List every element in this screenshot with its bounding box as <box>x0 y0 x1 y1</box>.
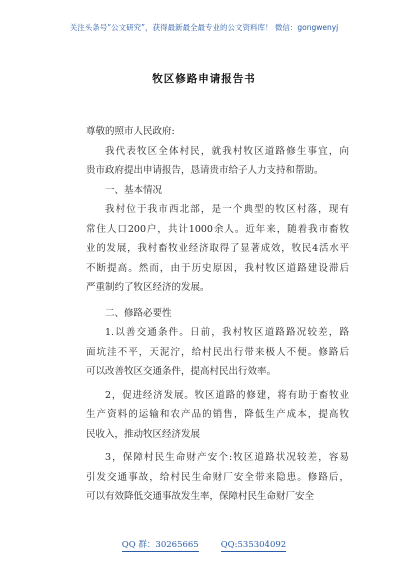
paragraph-line: 面坑洼不平，天泥泞，给村民出行带来极人不便。修路后 <box>86 346 349 358</box>
paragraph-line: 我村位于我市西北部，是一个典型的牧区村落，现有 <box>105 204 349 215</box>
intro-line: 贵市政府提出申请报告，恳请贵市给子人力支持和帮助。 <box>86 165 324 176</box>
section-heading-basic-info: 一、基本情况 <box>105 184 163 196</box>
paragraph-line: 可以有效降低交通事故发生率，保障村民生命财厂安全 <box>86 491 315 502</box>
qq-group-link[interactable]: QQ 群：30265665 <box>121 540 199 550</box>
document-body <box>86 122 349 507</box>
paragraph-line: 引发交通事故，给村民生命财厂安全带来隐患。修路后， <box>86 471 349 483</box>
qq-contact-link[interactable]: QQ:535304092 <box>220 540 287 550</box>
paragraph-line: 不断提高。然而，由于历史原因，我村牧区道路建设滞后 <box>86 262 349 274</box>
salutation: 尊敬的照市人民政府: <box>86 126 175 137</box>
paragraph-line: 严重制约了牧区经济的发展。 <box>86 282 210 293</box>
paragraph-line: 可以改善牧区交通条件，提高村民出行效率。 <box>86 366 277 377</box>
promo-banner: 关注头条号“公文研究”，获得最新最全最专业的公文资料库！ 微信：gongwenyj <box>69 23 339 32</box>
contact-footer <box>0 538 408 550</box>
paragraph-line: 常住人口200户，共计1000余人。近年来，随着我市畜牧 <box>86 223 349 235</box>
section-heading-necessity: 二、修路必要性 <box>105 307 172 319</box>
paragraph-line: 民收入，推动牧区经济发展 <box>86 428 201 440</box>
paragraph-line: 1.以善交通条件。日前，我村牧区道路路况较差，路 <box>105 327 349 338</box>
document-title: 牧区修路申请报告书 <box>152 73 256 85</box>
intro-line: 我代表牧区全体村民，就我村牧区道路修生事宜，向 <box>105 145 349 157</box>
paragraph-line: 2，促进经济发展。牧区道路的修建，将有助于畜牧业 <box>105 389 349 401</box>
paragraph-line: 生产资料的运输和农产品的销售，降低生产成本，提高牧 <box>86 409 349 420</box>
paragraph-line: 3，保障村民生命财产安个:牧区道路状况较差，容易 <box>105 452 349 463</box>
paragraph-line: 业的发展，我村畜牧业经济取得了显著成效，牧民4活水平 <box>86 243 349 254</box>
